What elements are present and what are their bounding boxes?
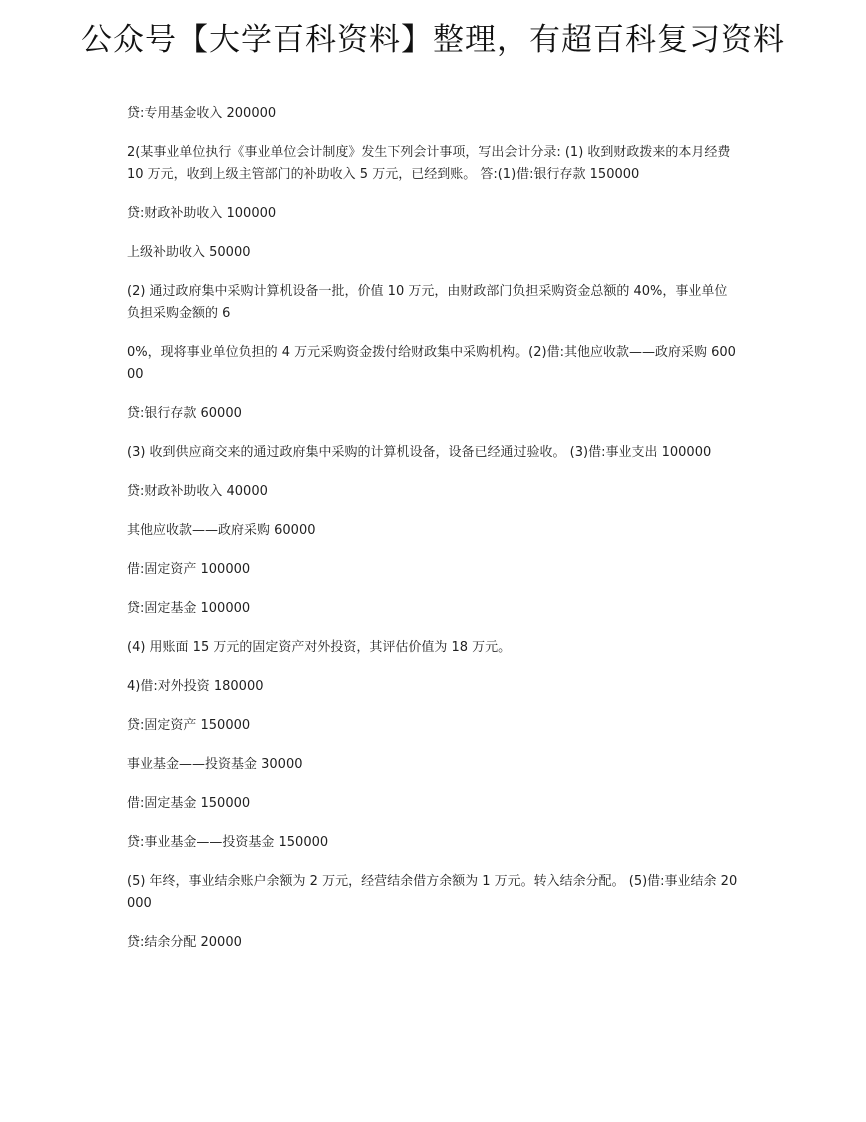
question-2-item-2-part-2: 0%，现将事业单位负担的 4 万元采购资金拨付给财政集中采购机构。(2)借:其他应收款——政府采购 60000: [127, 345, 736, 382]
entry-credit-bank-deposit: 贷:银行存款 60000: [127, 406, 242, 421]
entry-investment-fund: 事业基金——投资基金 30000: [127, 757, 303, 772]
entry-superior-subsidy: 上级补助收入 50000: [127, 245, 251, 260]
entry-credit-fixed-assets: 贷:固定资产 150000: [127, 718, 251, 733]
entry-debit-fixed-assets: 借:固定资产 100000: [127, 562, 251, 577]
document-body: [127, 103, 739, 971]
entry-credit-fiscal-subsidy-2: 贷:财政补助收入 40000: [127, 484, 268, 499]
question-2-item-3: (3) 收到供应商交来的通过政府集中采购的计算机设备，设备已经通过验收。 (3)借:事业支出 100000: [127, 445, 712, 460]
entry-debit-external-investment: 4)借:对外投资 180000: [127, 679, 264, 694]
entry-credit-fiscal-subsidy: 贷:财政补助收入 100000: [127, 206, 277, 221]
question-2-item-2-part-1: (2) 通过政府集中采购计算机设备一批，价值 10 万元，由财政部门负担采购资金总额的 40%，事业单位负担采购金额的 6: [127, 284, 728, 321]
entry-other-receivable: 其他应收款——政府采购 60000: [127, 523, 316, 538]
entry-credit-special-fund: 贷:专用基金收入 200000: [127, 106, 277, 121]
entry-debit-fixed-fund: 借:固定基金 150000: [127, 796, 251, 811]
question-2-item-4: (4) 用账面 15 万元的固定资产对外投资，其评估价值为 18 万元。: [127, 640, 512, 655]
question-2-intro: 2(某事业单位执行《事业单位会计制度》发生下列会计事项，写出会计分录: (1) 收到财政拨来的本月经费 10 万元，收到上级主管部门的补助收入 5 万元，已经到账。 答:(1)借:银行存款 150000: [127, 145, 731, 182]
entry-credit-fixed-fund: 贷:固定基金 100000: [127, 601, 251, 616]
entry-credit-surplus-distribution: 贷:结余分配 20000: [127, 935, 242, 950]
question-2-item-5: (5) 年终，事业结余账户余额为 2 万元，经营结余借方余额为 1 万元。转入结余分配。 (5)借:事业结余 20000: [127, 874, 738, 911]
entry-credit-investment-fund: 贷:事业基金——投资基金 150000: [127, 835, 329, 850]
page-header-title: 公众号【大学百科资料】整理，有超百科复习资料: [81, 22, 785, 58]
